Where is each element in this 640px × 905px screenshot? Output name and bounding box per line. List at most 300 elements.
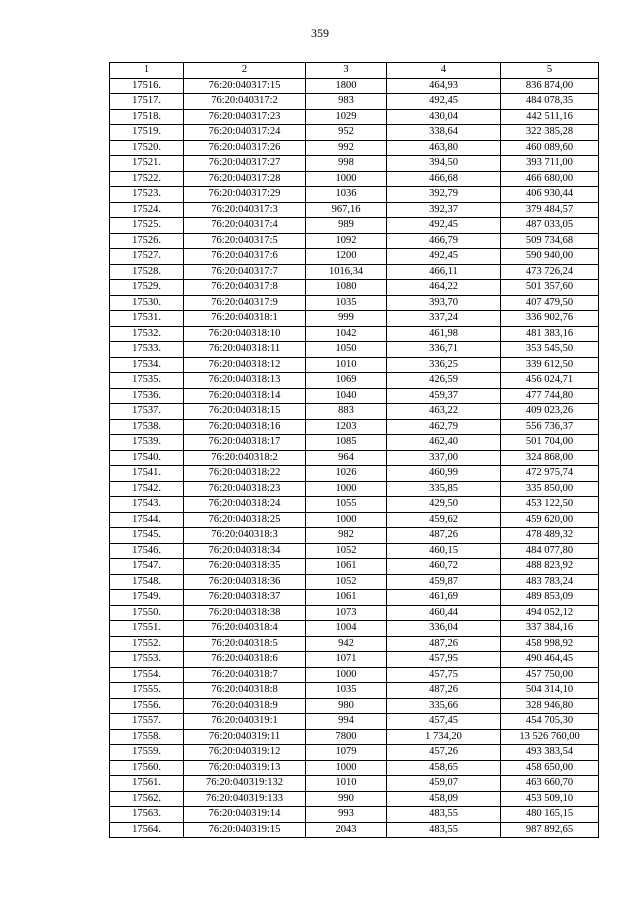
table-row (110, 590, 599, 606)
table-cell: 17547. (110, 559, 184, 575)
table-cell: 1036 (306, 187, 387, 203)
table-cell: 76:20:040317:26 (184, 140, 306, 156)
table-cell: 76:20:040317:6 (184, 249, 306, 265)
table-cell: 1079 (306, 745, 387, 761)
table-cell: 76:20:040318:6 (184, 652, 306, 668)
table-cell: 942 (306, 636, 387, 652)
table-row (110, 621, 599, 637)
table-cell: 990 (306, 791, 387, 807)
table-cell: 324 868,00 (501, 450, 599, 466)
table-row (110, 528, 599, 544)
table-cell: 76:20:040318:17 (184, 435, 306, 451)
table-cell: 17561. (110, 776, 184, 792)
column-header: 5 (501, 63, 599, 79)
table-cell: 1050 (306, 342, 387, 358)
table-cell: 76:20:040318:10 (184, 326, 306, 342)
table-row (110, 326, 599, 342)
table-row (110, 342, 599, 358)
table-cell: 501 357,60 (501, 280, 599, 296)
table-cell: 76:20:040317:24 (184, 125, 306, 141)
table-cell: 1035 (306, 683, 387, 699)
table-cell: 17555. (110, 683, 184, 699)
table-cell: 998 (306, 156, 387, 172)
table-cell: 460,99 (387, 466, 501, 482)
table-cell: 409 023,26 (501, 404, 599, 420)
table-cell: 76:20:040319:15 (184, 822, 306, 838)
table-cell: 17519. (110, 125, 184, 141)
table-row (110, 714, 599, 730)
table-cell: 339 612,50 (501, 357, 599, 373)
table-cell: 76:20:040318:37 (184, 590, 306, 606)
table-row (110, 218, 599, 234)
table-cell: 1000 (306, 512, 387, 528)
table-row (110, 466, 599, 482)
table-cell: 336,04 (387, 621, 501, 637)
table-cell: 17564. (110, 822, 184, 838)
table-cell: 76:20:040319:13 (184, 760, 306, 776)
table-cell: 460,44 (387, 605, 501, 621)
table-row (110, 295, 599, 311)
table-cell: 76:20:040317:29 (184, 187, 306, 203)
table-cell: 480 165,15 (501, 807, 599, 823)
table-row (110, 481, 599, 497)
table-cell: 76:20:040317:15 (184, 78, 306, 94)
table-cell: 459,62 (387, 512, 501, 528)
table-cell: 483,55 (387, 822, 501, 838)
table-cell: 2043 (306, 822, 387, 838)
table-cell: 337,24 (387, 311, 501, 327)
table-cell: 76:20:040317:9 (184, 295, 306, 311)
table-cell: 509 734,68 (501, 233, 599, 249)
header-row (110, 63, 599, 79)
table-cell: 17562. (110, 791, 184, 807)
table-cell: 17556. (110, 698, 184, 714)
table-row (110, 140, 599, 156)
table-cell: 453 509,10 (501, 791, 599, 807)
table-row (110, 171, 599, 187)
table-row (110, 698, 599, 714)
table-cell: 459,07 (387, 776, 501, 792)
table-row (110, 264, 599, 280)
table-cell: 992 (306, 140, 387, 156)
table-cell: 466,11 (387, 264, 501, 280)
table-cell: 1200 (306, 249, 387, 265)
table-cell: 1026 (306, 466, 387, 482)
table-row (110, 652, 599, 668)
table-cell: 473 726,24 (501, 264, 599, 280)
table-cell: 1004 (306, 621, 387, 637)
table-cell: 76:20:040318:9 (184, 698, 306, 714)
table-cell: 1010 (306, 357, 387, 373)
table-cell: 994 (306, 714, 387, 730)
table-cell: 477 744,80 (501, 388, 599, 404)
table-cell: 76:20:040318:24 (184, 497, 306, 513)
table-cell: 76:20:040318:38 (184, 605, 306, 621)
table-cell: 17530. (110, 295, 184, 311)
table-cell: 466,68 (387, 171, 501, 187)
table-cell: 353 545,50 (501, 342, 599, 358)
table-row (110, 78, 599, 94)
column-header: 3 (306, 63, 387, 79)
table-cell: 484 078,35 (501, 94, 599, 110)
table-cell: 76:20:040318:8 (184, 683, 306, 699)
table-cell: 76:20:040317:3 (184, 202, 306, 218)
table-row (110, 760, 599, 776)
table-row (110, 574, 599, 590)
table-cell: 492,45 (387, 218, 501, 234)
table-cell: 1042 (306, 326, 387, 342)
table-cell: 76:20:040317:7 (184, 264, 306, 280)
table-cell: 17532. (110, 326, 184, 342)
table-cell: 335,66 (387, 698, 501, 714)
table-cell: 17542. (110, 481, 184, 497)
table-cell: 458 998,92 (501, 636, 599, 652)
table-cell: 487,26 (387, 528, 501, 544)
table-body (110, 78, 599, 838)
table-row (110, 745, 599, 761)
table-cell: 461,69 (387, 590, 501, 606)
table-cell: 76:20:040318:23 (184, 481, 306, 497)
table-cell: 1016,34 (306, 264, 387, 280)
table-cell: 394,50 (387, 156, 501, 172)
table-cell: 494 052,12 (501, 605, 599, 621)
table-cell: 459,37 (387, 388, 501, 404)
table-cell: 76:20:040319:132 (184, 776, 306, 792)
table-cell: 393 711,00 (501, 156, 599, 172)
table-row (110, 280, 599, 296)
table-cell: 1069 (306, 373, 387, 389)
table-row (110, 156, 599, 172)
table-cell: 501 704,00 (501, 435, 599, 451)
table-row (110, 373, 599, 389)
table-cell: 17559. (110, 745, 184, 761)
table-cell: 17529. (110, 280, 184, 296)
table-cell: 17554. (110, 667, 184, 683)
table-cell: 484 077,80 (501, 543, 599, 559)
table-cell: 1000 (306, 481, 387, 497)
column-header: 4 (387, 63, 501, 79)
table-cell: 76:20:040318:36 (184, 574, 306, 590)
table-cell: 17536. (110, 388, 184, 404)
table-row (110, 94, 599, 110)
table-cell: 17522. (110, 171, 184, 187)
table-row (110, 435, 599, 451)
table-cell: 466,79 (387, 233, 501, 249)
table-cell: 76:20:040317:4 (184, 218, 306, 234)
table-cell: 76:20:040319:12 (184, 745, 306, 761)
table-row (110, 233, 599, 249)
table-cell: 462,79 (387, 419, 501, 435)
table-cell: 993 (306, 807, 387, 823)
table-cell: 430,04 (387, 109, 501, 125)
table-cell: 17523. (110, 187, 184, 203)
table-row (110, 559, 599, 575)
table-cell: 76:20:040317:2 (184, 94, 306, 110)
table-row (110, 636, 599, 652)
table-cell: 989 (306, 218, 387, 234)
table-cell: 17518. (110, 109, 184, 125)
table-cell: 483,55 (387, 807, 501, 823)
table-cell: 76:20:040318:5 (184, 636, 306, 652)
table-cell: 335,85 (387, 481, 501, 497)
table-cell: 76:20:040319:1 (184, 714, 306, 730)
table-row (110, 404, 599, 420)
table-row (110, 388, 599, 404)
table-cell: 462,40 (387, 435, 501, 451)
table-cell: 1061 (306, 590, 387, 606)
table-cell: 459,87 (387, 574, 501, 590)
table-row (110, 791, 599, 807)
table-cell: 464,22 (387, 280, 501, 296)
table-cell: 1055 (306, 497, 387, 513)
table-cell: 458,09 (387, 791, 501, 807)
table-cell: 17545. (110, 528, 184, 544)
table-cell: 472 975,74 (501, 466, 599, 482)
table-cell: 76:20:040318:11 (184, 342, 306, 358)
table-cell: 987 892,65 (501, 822, 599, 838)
table-cell: 1203 (306, 419, 387, 435)
table-cell: 458,65 (387, 760, 501, 776)
table-cell: 1052 (306, 574, 387, 590)
table-cell: 76:20:040317:28 (184, 171, 306, 187)
table-cell: 1029 (306, 109, 387, 125)
table-cell: 460 089,60 (501, 140, 599, 156)
table-cell: 488 823,92 (501, 559, 599, 575)
table-cell: 17548. (110, 574, 184, 590)
table-cell: 478 489,32 (501, 528, 599, 544)
table-cell: 17521. (110, 156, 184, 172)
table-cell: 76:20:040317:27 (184, 156, 306, 172)
table-cell: 967,16 (306, 202, 387, 218)
table-cell: 556 736,37 (501, 419, 599, 435)
table-cell: 7800 (306, 729, 387, 745)
table-cell: 454 705,30 (501, 714, 599, 730)
table-cell: 464,93 (387, 78, 501, 94)
table-cell: 457,75 (387, 667, 501, 683)
table-row (110, 729, 599, 745)
table-cell: 17526. (110, 233, 184, 249)
table-cell: 17557. (110, 714, 184, 730)
table-cell: 952 (306, 125, 387, 141)
table-cell: 1800 (306, 78, 387, 94)
table-cell: 457,26 (387, 745, 501, 761)
table-cell: 457,45 (387, 714, 501, 730)
table-cell: 335 850,00 (501, 481, 599, 497)
table-cell: 999 (306, 311, 387, 327)
table-cell: 17541. (110, 466, 184, 482)
table-cell: 453 122,50 (501, 497, 599, 513)
table-cell: 76:20:040318:13 (184, 373, 306, 389)
table-cell: 1000 (306, 171, 387, 187)
table-cell: 489 853,09 (501, 590, 599, 606)
table-cell: 1071 (306, 652, 387, 668)
table-cell: 1000 (306, 760, 387, 776)
table-cell: 17538. (110, 419, 184, 435)
table-cell: 426,59 (387, 373, 501, 389)
table-cell: 1052 (306, 543, 387, 559)
table-row (110, 187, 599, 203)
table-row (110, 807, 599, 823)
table-cell: 76:20:040318:14 (184, 388, 306, 404)
table-cell: 17549. (110, 590, 184, 606)
table-cell: 17558. (110, 729, 184, 745)
table-cell: 460,15 (387, 543, 501, 559)
table-cell: 17528. (110, 264, 184, 280)
table-cell: 76:20:040318:12 (184, 357, 306, 373)
table-cell: 17563. (110, 807, 184, 823)
table-row (110, 357, 599, 373)
table-cell: 76:20:040317:23 (184, 109, 306, 125)
table-cell: 17552. (110, 636, 184, 652)
table-cell: 76:20:040318:4 (184, 621, 306, 637)
table-cell: 463,22 (387, 404, 501, 420)
table-cell: 76:20:040318:25 (184, 512, 306, 528)
table-cell: 338,64 (387, 125, 501, 141)
table-cell: 1010 (306, 776, 387, 792)
table-cell: 481 383,16 (501, 326, 599, 342)
table-cell: 13 526 760,00 (501, 729, 599, 745)
table-cell: 17531. (110, 311, 184, 327)
table-cell: 76:20:040318:7 (184, 667, 306, 683)
table-cell: 379 484,57 (501, 202, 599, 218)
table-cell: 322 385,28 (501, 125, 599, 141)
table-cell: 466 680,00 (501, 171, 599, 187)
table-cell: 1 734,20 (387, 729, 501, 745)
table-cell: 1040 (306, 388, 387, 404)
table-cell: 459 620,00 (501, 512, 599, 528)
table-cell: 487 033,05 (501, 218, 599, 234)
table-cell: 17533. (110, 342, 184, 358)
table-cell: 463,80 (387, 140, 501, 156)
table-cell: 337,00 (387, 450, 501, 466)
table-cell: 392,37 (387, 202, 501, 218)
table-row (110, 419, 599, 435)
table-cell: 336,25 (387, 357, 501, 373)
table-cell: 328 946,80 (501, 698, 599, 714)
table-cell: 983 (306, 94, 387, 110)
data-table (109, 62, 599, 838)
table-cell: 458 650,00 (501, 760, 599, 776)
table-cell: 76:20:040318:22 (184, 466, 306, 482)
table-cell: 17535. (110, 373, 184, 389)
table-cell: 76:20:040318:16 (184, 419, 306, 435)
table-cell: 336 902,76 (501, 311, 599, 327)
table-row (110, 776, 599, 792)
table-row (110, 683, 599, 699)
table-row (110, 497, 599, 513)
table-cell: 490 464,45 (501, 652, 599, 668)
table-cell: 17543. (110, 497, 184, 513)
table-cell: 407 479,50 (501, 295, 599, 311)
column-header: 2 (184, 63, 306, 79)
table-cell: 17551. (110, 621, 184, 637)
table-cell: 17516. (110, 78, 184, 94)
table-cell: 17534. (110, 357, 184, 373)
column-header: 1 (110, 63, 184, 79)
table-cell: 442 511,16 (501, 109, 599, 125)
table-cell: 429,50 (387, 497, 501, 513)
table-cell: 1085 (306, 435, 387, 451)
table-cell: 1080 (306, 280, 387, 296)
table-cell: 336,71 (387, 342, 501, 358)
table-cell: 76:20:040318:15 (184, 404, 306, 420)
table-row (110, 543, 599, 559)
table-cell: 76:20:040317:8 (184, 280, 306, 296)
table-cell: 492,45 (387, 249, 501, 265)
table-cell: 17524. (110, 202, 184, 218)
table-cell: 964 (306, 450, 387, 466)
table-row (110, 605, 599, 621)
table-row (110, 125, 599, 141)
table-cell: 17560. (110, 760, 184, 776)
table-cell: 337 384,16 (501, 621, 599, 637)
table-cell: 493 383,54 (501, 745, 599, 761)
table-cell: 1061 (306, 559, 387, 575)
page-number: 359 (311, 26, 329, 40)
table-cell: 980 (306, 698, 387, 714)
table-cell: 460,72 (387, 559, 501, 575)
table-row (110, 667, 599, 683)
table-row (110, 311, 599, 327)
table-cell: 406 930,44 (501, 187, 599, 203)
table-cell: 461,98 (387, 326, 501, 342)
table-cell: 76:20:040318:3 (184, 528, 306, 544)
table-cell: 76:20:040319:11 (184, 729, 306, 745)
table-cell: 17546. (110, 543, 184, 559)
table-cell: 1073 (306, 605, 387, 621)
table-cell: 17537. (110, 404, 184, 420)
table-cell: 457,95 (387, 652, 501, 668)
table-cell: 17517. (110, 94, 184, 110)
table-cell: 17539. (110, 435, 184, 451)
table-cell: 17540. (110, 450, 184, 466)
table-cell: 590 940,00 (501, 249, 599, 265)
table-row (110, 109, 599, 125)
table-cell: 17553. (110, 652, 184, 668)
table-cell: 17525. (110, 218, 184, 234)
table-cell: 504 314,10 (501, 683, 599, 699)
table-cell: 17527. (110, 249, 184, 265)
table-cell: 1092 (306, 233, 387, 249)
table-cell: 463 660,70 (501, 776, 599, 792)
table-cell: 17544. (110, 512, 184, 528)
table-cell: 487,26 (387, 683, 501, 699)
table-cell: 883 (306, 404, 387, 420)
table-cell: 483 783,24 (501, 574, 599, 590)
table-cell: 492,45 (387, 94, 501, 110)
table-cell: 456 024,71 (501, 373, 599, 389)
table-cell: 76:20:040318:34 (184, 543, 306, 559)
table-cell: 17520. (110, 140, 184, 156)
table-cell: 487,26 (387, 636, 501, 652)
table-cell: 836 874,00 (501, 78, 599, 94)
table-row (110, 822, 599, 838)
table-cell: 457 750,00 (501, 667, 599, 683)
table-cell: 76:20:040318:1 (184, 311, 306, 327)
table-cell: 76:20:040319:14 (184, 807, 306, 823)
table-cell: 393,70 (387, 295, 501, 311)
table-cell: 76:20:040318:2 (184, 450, 306, 466)
table-cell: 1000 (306, 667, 387, 683)
table-row (110, 512, 599, 528)
table-cell: 76:20:040319:133 (184, 791, 306, 807)
table-cell: 76:20:040318:35 (184, 559, 306, 575)
table-row (110, 202, 599, 218)
table-cell: 17550. (110, 605, 184, 621)
table-cell: 1035 (306, 295, 387, 311)
table-cell: 392,79 (387, 187, 501, 203)
table-row (110, 450, 599, 466)
